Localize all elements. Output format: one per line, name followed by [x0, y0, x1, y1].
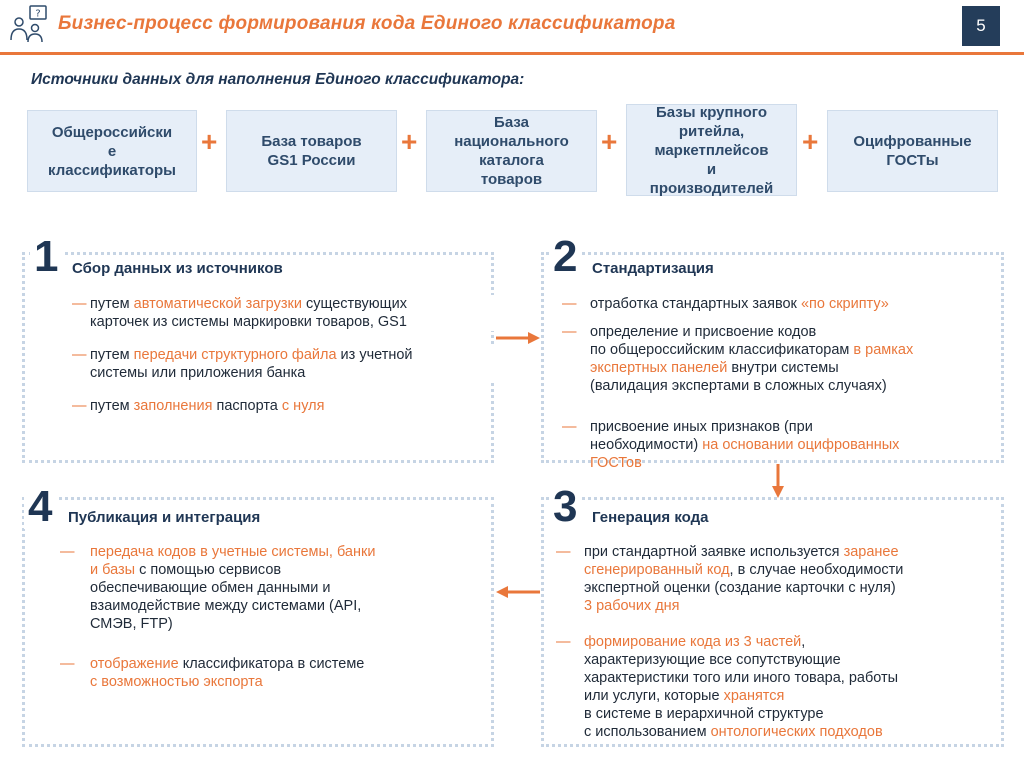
svg-text:?: ?: [35, 8, 41, 20]
arrow-right-icon: [494, 330, 542, 346]
source-box-classifiers: [27, 110, 197, 192]
step2-bullet: [562, 323, 1002, 395]
bullet-dash: —: [72, 296, 87, 312]
source-line: товаров: [480, 171, 543, 188]
text-part: паспорта: [212, 398, 282, 414]
bullet-dash: —: [72, 398, 87, 414]
highlight-text: и базы: [90, 562, 136, 578]
source-line: национального: [454, 133, 569, 150]
source-line: Базы крупного: [655, 103, 768, 121]
bullet-dash: —: [562, 324, 577, 340]
text-part: необходимости): [590, 437, 703, 453]
highlight-text: заполнения: [133, 398, 213, 414]
step3-bullet: [556, 543, 1002, 615]
highlight-text: формирование кода из 3 частей: [584, 634, 802, 650]
source-line: База: [494, 114, 529, 131]
highlight-text: сгенерированный код: [584, 562, 730, 578]
text-part: (валидация экспертами в сложных случаях): [590, 378, 887, 394]
bullet-dash: —: [562, 419, 577, 435]
sources-heading: Источники данных для наполнения Единого классификатора:: [31, 71, 525, 88]
step3-title: Генерация кода: [592, 509, 709, 526]
text-part: в системе в иерархичной структуре: [584, 706, 824, 722]
text-part: карточек из системы маркировки товаров, GS1: [90, 314, 407, 330]
text-part: системы или приложения банка: [90, 365, 306, 381]
step1-number: 1: [30, 235, 62, 279]
step1-bullet: [72, 346, 496, 382]
highlight-text: экспертных панелей: [590, 360, 728, 376]
highlight-text: передачи структурного файла: [133, 347, 337, 363]
highlight-text: с нуля: [281, 398, 325, 414]
highlight-text: заранее: [843, 544, 899, 560]
highlight-text: «по скрипту»: [800, 296, 889, 312]
bullet-dash: —: [562, 296, 577, 312]
source-line: GS1 России: [267, 152, 356, 169]
step4-number: 4: [24, 485, 56, 529]
highlight-text: автоматической загрузки: [133, 296, 302, 312]
source-line: ГОСТы: [886, 152, 939, 169]
source-line: е: [107, 142, 117, 160]
source-line: Оцифрованные: [853, 133, 972, 150]
step2-number: 2: [549, 235, 581, 279]
highlight-text: на основании оцифрованных: [702, 437, 900, 453]
text-part: классификатора в системе: [178, 656, 365, 672]
text-part: СМЭВ, FTP): [90, 616, 173, 632]
text-part: по общероссийским классификаторам: [590, 342, 854, 358]
source-box-gosts: [827, 110, 998, 192]
text-part: путем: [90, 347, 134, 363]
text-part: характеристики того или иного товара, работы: [584, 670, 899, 686]
bullet-dash: —: [556, 544, 571, 560]
source-line: маркетплейсов: [654, 141, 769, 159]
text-part: , в случае необходимости: [729, 562, 904, 578]
source-line: Общероссийски: [51, 123, 173, 141]
source-line: классификаторы: [48, 161, 176, 179]
text-part: с использованием: [584, 724, 711, 740]
step3-bullet: [556, 633, 1002, 741]
bullet-dash: —: [60, 544, 75, 560]
text-part: отработка стандартных заявок: [590, 296, 801, 312]
source-line: База товаров: [261, 133, 362, 150]
source-line: ритейла,: [678, 122, 745, 140]
page-number-badge: 5: [962, 6, 1000, 46]
source-box-retail: [626, 104, 797, 196]
source-line: каталога: [479, 152, 544, 169]
text-part: ,: [801, 634, 806, 650]
highlight-text: с возможностью экспорта: [90, 674, 263, 690]
text-part: путем: [90, 398, 134, 414]
source-box-national-catalog: [426, 110, 597, 192]
source-line: и: [706, 160, 717, 178]
text-part: определение и присвоение кодов: [590, 324, 817, 340]
step4-title: Публикация и интеграция: [68, 509, 261, 526]
plus-sign: +: [601, 126, 618, 157]
plus-sign: +: [201, 126, 218, 157]
header-divider: [0, 52, 1024, 55]
source-line: производителей: [649, 179, 774, 197]
step4-bullet: [60, 655, 480, 691]
page-title: Бизнес-процесс формирования кода Единого классификатора: [58, 13, 676, 34]
bullet-dash: —: [72, 347, 87, 363]
bullet-dash: —: [556, 634, 571, 650]
text-part: внутри системы: [727, 360, 839, 376]
source-box-gs1: [226, 110, 397, 192]
step1-bullet: [72, 295, 494, 331]
step3-number: 3: [549, 485, 581, 529]
step1-bullet: [72, 397, 492, 415]
text-part: из учетной: [336, 347, 413, 363]
highlight-text: ГОСТов: [590, 455, 642, 471]
highlight-text: 3 рабочих дня: [584, 598, 680, 614]
text-part: существующих: [301, 296, 407, 312]
text-part: экспертной оценки (создание карточки с нуля): [584, 580, 896, 596]
step4-bullet: [60, 543, 480, 633]
highlight-text: в рамках: [853, 342, 914, 358]
text-part: путем: [90, 296, 134, 312]
step2-bullet: [562, 295, 1002, 313]
highlight-text: онтологических подходов: [710, 724, 883, 740]
highlight-text: хранятся: [723, 688, 785, 704]
highlight-text: отображение: [90, 656, 179, 672]
text-part: взаимодействие между системами (API,: [90, 598, 362, 614]
arrow-left-icon: [494, 584, 542, 600]
text-part: обеспечивающие обмен данными и: [90, 580, 331, 596]
text-part: присвоение иных признаков (при: [590, 419, 813, 435]
plus-sign: +: [401, 126, 418, 157]
arrow-down-icon: [768, 462, 788, 500]
bullet-dash: —: [60, 656, 75, 672]
text-part: при стандартной заявке используется: [584, 544, 844, 560]
step2-title: Стандартизация: [592, 260, 714, 277]
text-part: или услуги, которые: [584, 688, 724, 704]
highlight-text: передача кодов в учетные системы, банки: [90, 544, 376, 560]
plus-sign: +: [802, 126, 819, 157]
people-question-icon: [8, 4, 48, 44]
text-part: характеризующие все сопутствующие: [584, 652, 841, 668]
step1-title: Сбор данных из источников: [72, 260, 283, 277]
text-part: с помощью сервисов: [135, 562, 282, 578]
